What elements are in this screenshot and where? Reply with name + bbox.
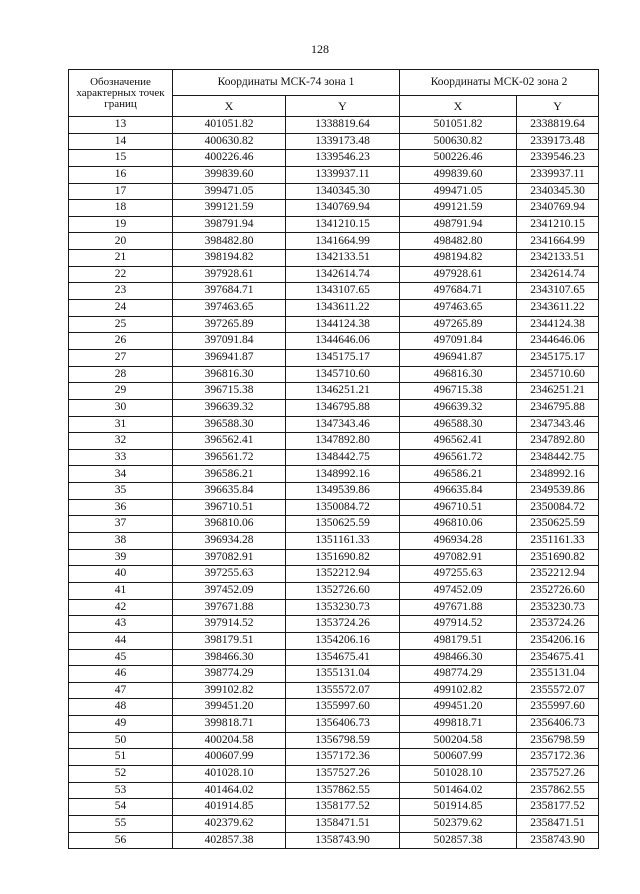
table-row xyxy=(69,266,599,283)
point-cell: 52 xyxy=(69,765,173,782)
zone2-y-cell: 2342133.51 xyxy=(517,250,599,267)
table-row xyxy=(69,516,599,533)
zone2-y-cell: 2358177.52 xyxy=(517,799,599,816)
zone1-y-cell: 1349539.86 xyxy=(286,483,400,500)
zone2-x-cell: 501914.85 xyxy=(400,799,517,816)
zone2-x-cell: 500607.99 xyxy=(400,749,517,766)
point-cell: 32 xyxy=(69,433,173,450)
table-row xyxy=(69,433,599,450)
zone2-x-cell: 501028.10 xyxy=(400,765,517,782)
zone2-y-cell: 2347343.46 xyxy=(517,416,599,433)
zone2-y-header: Y xyxy=(517,95,599,116)
zone2-y-cell: 2344124.38 xyxy=(517,316,599,333)
zone2-y-cell: 2355572.07 xyxy=(517,682,599,699)
zone2-y-cell: 2340769.94 xyxy=(517,200,599,217)
zone1-x-cell: 397463.65 xyxy=(173,300,286,317)
zone2-x-cell: 497091.84 xyxy=(400,333,517,350)
point-cell: 47 xyxy=(69,682,173,699)
zone1-x-cell: 396639.32 xyxy=(173,399,286,416)
point-cell: 26 xyxy=(69,333,173,350)
point-designation-header: Обозначение характерных точек границ xyxy=(69,70,173,117)
table-row xyxy=(69,283,599,300)
table-header xyxy=(69,70,599,117)
table-row xyxy=(69,699,599,716)
table-row xyxy=(69,832,599,849)
zone2-x-cell: 499102.82 xyxy=(400,682,517,699)
zone1-x-cell: 400226.46 xyxy=(173,150,286,167)
table-row xyxy=(69,233,599,250)
point-cell: 55 xyxy=(69,815,173,832)
point-cell: 49 xyxy=(69,716,173,733)
zone1-x-cell: 396810.06 xyxy=(173,516,286,533)
point-cell: 23 xyxy=(69,283,173,300)
zone1-y-header: Y xyxy=(286,95,400,116)
table-row xyxy=(69,499,599,516)
zone1-y-cell: 1341664.99 xyxy=(286,233,400,250)
zone2-x-cell: 497928.61 xyxy=(400,266,517,283)
zone1-x-cell: 402857.38 xyxy=(173,832,286,849)
point-cell: 31 xyxy=(69,416,173,433)
zone2-x-cell: 497671.88 xyxy=(400,599,517,616)
table-row xyxy=(69,616,599,633)
point-cell: 53 xyxy=(69,782,173,799)
zone2-x-cell: 499471.05 xyxy=(400,183,517,200)
table-row xyxy=(69,666,599,683)
zone1-x-cell: 399839.60 xyxy=(173,166,286,183)
table-row xyxy=(69,216,599,233)
zone2-y-cell: 2344646.06 xyxy=(517,333,599,350)
zone1-x-cell: 401914.85 xyxy=(173,799,286,816)
point-cell: 16 xyxy=(69,166,173,183)
zone1-x-cell: 396586.21 xyxy=(173,466,286,483)
zone1-x-cell: 399471.05 xyxy=(173,183,286,200)
zone2-x-cell: 496639.32 xyxy=(400,399,517,416)
point-cell: 25 xyxy=(69,316,173,333)
zone2-y-cell: 2341664.99 xyxy=(517,233,599,250)
zone1-y-cell: 1357172.36 xyxy=(286,749,400,766)
zone2-x-cell: 501051.82 xyxy=(400,117,517,134)
point-cell: 33 xyxy=(69,449,173,466)
zone1-x-cell: 397091.84 xyxy=(173,333,286,350)
zone2-y-cell: 2356406.73 xyxy=(517,716,599,733)
zone1-x-cell: 398194.82 xyxy=(173,250,286,267)
table-row xyxy=(69,183,599,200)
zone1-x-cell: 396934.28 xyxy=(173,533,286,550)
zone2-y-cell: 2345175.17 xyxy=(517,349,599,366)
zone2-x-cell: 498466.30 xyxy=(400,649,517,666)
zone1-y-cell: 1353230.73 xyxy=(286,599,400,616)
zone2-y-cell: 2338819.64 xyxy=(517,117,599,134)
table-row xyxy=(69,682,599,699)
zone2-y-cell: 2357172.36 xyxy=(517,749,599,766)
zone1-y-cell: 1350625.59 xyxy=(286,516,400,533)
table-row xyxy=(69,316,599,333)
zone2-y-cell: 2340345.30 xyxy=(517,183,599,200)
zone2-y-cell: 2339937.11 xyxy=(517,166,599,183)
zone1-x-cell: 397928.61 xyxy=(173,266,286,283)
zone1-y-cell: 1341210.15 xyxy=(286,216,400,233)
zone2-y-cell: 2350625.59 xyxy=(517,516,599,533)
point-cell: 28 xyxy=(69,366,173,383)
zone1-x-cell: 396588.30 xyxy=(173,416,286,433)
zone1-x-cell: 396710.51 xyxy=(173,499,286,516)
zone2-x-cell: 496635.84 xyxy=(400,483,517,500)
point-cell: 14 xyxy=(69,133,173,150)
zone1-y-cell: 1340345.30 xyxy=(286,183,400,200)
zone1-y-cell: 1338819.64 xyxy=(286,117,400,134)
zone2-y-cell: 2351690.82 xyxy=(517,549,599,566)
zone1-y-cell: 1347343.46 xyxy=(286,416,400,433)
zone1-x-cell: 398179.51 xyxy=(173,632,286,649)
zone2-x-cell: 498482.80 xyxy=(400,233,517,250)
zone1-y-cell: 1353724.26 xyxy=(286,616,400,633)
zone1-y-cell: 1345710.60 xyxy=(286,366,400,383)
zone2-y-cell: 2345710.60 xyxy=(517,366,599,383)
zone1-x-cell: 397082.91 xyxy=(173,549,286,566)
zone2-x-cell: 496816.30 xyxy=(400,366,517,383)
point-cell: 27 xyxy=(69,349,173,366)
point-cell: 54 xyxy=(69,799,173,816)
point-cell: 56 xyxy=(69,832,173,849)
zone1-x-cell: 397671.88 xyxy=(173,599,286,616)
zone2-x-cell: 496562.41 xyxy=(400,433,517,450)
table-row xyxy=(69,815,599,832)
zone2-y-cell: 2342614.74 xyxy=(517,266,599,283)
zone2-y-cell: 2353230.73 xyxy=(517,599,599,616)
zone2-y-cell: 2343107.65 xyxy=(517,283,599,300)
zone2-x-cell: 498194.82 xyxy=(400,250,517,267)
zone1-y-cell: 1343107.65 xyxy=(286,283,400,300)
zone2-x-cell: 496586.21 xyxy=(400,466,517,483)
point-cell: 30 xyxy=(69,399,173,416)
point-cell: 45 xyxy=(69,649,173,666)
point-cell: 39 xyxy=(69,549,173,566)
point-cell: 40 xyxy=(69,566,173,583)
zone1-y-cell: 1339546.23 xyxy=(286,150,400,167)
zone2-y-cell: 2350084.72 xyxy=(517,499,599,516)
point-cell: 50 xyxy=(69,732,173,749)
zone1-x-cell: 396562.41 xyxy=(173,433,286,450)
zone2-y-cell: 2346251.21 xyxy=(517,383,599,400)
table-row xyxy=(69,250,599,267)
zone2-x-cell: 502379.62 xyxy=(400,815,517,832)
zone1-y-cell: 1345175.17 xyxy=(286,349,400,366)
zone2-y-cell: 2354675.41 xyxy=(517,649,599,666)
zone2-y-cell: 2358471.51 xyxy=(517,815,599,832)
zone2-y-cell: 2352212.94 xyxy=(517,566,599,583)
point-cell: 37 xyxy=(69,516,173,533)
zone1-y-cell: 1357862.55 xyxy=(286,782,400,799)
table-row xyxy=(69,716,599,733)
zone1-x-cell: 399102.82 xyxy=(173,682,286,699)
zone2-x-cell: 497255.63 xyxy=(400,566,517,583)
zone1-x-cell: 399121.59 xyxy=(173,200,286,217)
point-cell: 29 xyxy=(69,383,173,400)
zone1-y-cell: 1348442.75 xyxy=(286,449,400,466)
point-cell: 18 xyxy=(69,200,173,217)
zone2-y-cell: 2354206.16 xyxy=(517,632,599,649)
zone1-y-cell: 1351690.82 xyxy=(286,549,400,566)
zone1-y-cell: 1344646.06 xyxy=(286,333,400,350)
zone1-x-cell: 398466.30 xyxy=(173,649,286,666)
zone1-y-cell: 1346795.88 xyxy=(286,399,400,416)
zone2-y-cell: 2348442.75 xyxy=(517,449,599,466)
table-row xyxy=(69,349,599,366)
zone2-x-cell: 499451.20 xyxy=(400,699,517,716)
point-cell: 51 xyxy=(69,749,173,766)
zone2-y-cell: 2339173.48 xyxy=(517,133,599,150)
zone1-y-cell: 1355997.60 xyxy=(286,699,400,716)
point-cell: 24 xyxy=(69,300,173,317)
zone1-header: Координаты МСК-74 зона 1 xyxy=(173,70,400,96)
table-row xyxy=(69,483,599,500)
zone2-x-cell: 500630.82 xyxy=(400,133,517,150)
table-row xyxy=(69,133,599,150)
zone1-x-cell: 396715.38 xyxy=(173,383,286,400)
zone2-x-cell: 502857.38 xyxy=(400,832,517,849)
zone1-x-cell: 401464.02 xyxy=(173,782,286,799)
zone2-x-cell: 500226.46 xyxy=(400,150,517,167)
zone2-x-cell: 499839.60 xyxy=(400,166,517,183)
point-cell: 20 xyxy=(69,233,173,250)
point-cell: 46 xyxy=(69,666,173,683)
page-number: 128 xyxy=(311,42,329,56)
zone2-y-cell: 2353724.26 xyxy=(517,616,599,633)
point-cell: 13 xyxy=(69,117,173,134)
zone2-x-cell: 499818.71 xyxy=(400,716,517,733)
zone2-x-cell: 496588.30 xyxy=(400,416,517,433)
point-cell: 36 xyxy=(69,499,173,516)
zone1-x-cell: 399818.71 xyxy=(173,716,286,733)
zone1-x-cell: 396561.72 xyxy=(173,449,286,466)
zone1-x-header: X xyxy=(173,95,286,116)
point-cell: 48 xyxy=(69,699,173,716)
zone2-x-cell: 496941.87 xyxy=(400,349,517,366)
table-row xyxy=(69,566,599,583)
table-body xyxy=(69,117,599,849)
zone1-y-cell: 1358743.90 xyxy=(286,832,400,849)
zone2-y-cell: 2357862.55 xyxy=(517,782,599,799)
zone2-y-cell: 2347892.80 xyxy=(517,433,599,450)
point-cell: 15 xyxy=(69,150,173,167)
zone2-x-cell: 498774.29 xyxy=(400,666,517,683)
zone1-y-cell: 1346251.21 xyxy=(286,383,400,400)
zone1-x-cell: 400204.58 xyxy=(173,732,286,749)
zone1-y-cell: 1344124.38 xyxy=(286,316,400,333)
zone2-x-cell: 496810.06 xyxy=(400,516,517,533)
zone2-x-cell: 497452.09 xyxy=(400,582,517,599)
table-row xyxy=(69,150,599,167)
zone2-y-cell: 2348992.16 xyxy=(517,466,599,483)
table-row xyxy=(69,749,599,766)
zone2-y-cell: 2358743.90 xyxy=(517,832,599,849)
zone1-y-cell: 1357527.26 xyxy=(286,765,400,782)
zone2-y-cell: 2343611.22 xyxy=(517,300,599,317)
point-cell: 42 xyxy=(69,599,173,616)
point-cell: 44 xyxy=(69,632,173,649)
zone1-y-cell: 1340769.94 xyxy=(286,200,400,217)
table-row xyxy=(69,533,599,550)
zone1-y-cell: 1355572.07 xyxy=(286,682,400,699)
zone2-x-cell: 496710.51 xyxy=(400,499,517,516)
zone1-y-cell: 1343611.22 xyxy=(286,300,400,317)
table-row xyxy=(69,799,599,816)
zone1-x-cell: 401051.82 xyxy=(173,117,286,134)
zone1-x-cell: 397255.63 xyxy=(173,566,286,583)
table-row xyxy=(69,200,599,217)
zone2-x-cell: 499121.59 xyxy=(400,200,517,217)
point-cell: 21 xyxy=(69,250,173,267)
zone1-y-cell: 1356798.59 xyxy=(286,732,400,749)
table-row xyxy=(69,732,599,749)
table-row xyxy=(69,549,599,566)
table-row xyxy=(69,300,599,317)
point-cell: 34 xyxy=(69,466,173,483)
zone1-x-cell: 396635.84 xyxy=(173,483,286,500)
zone1-x-cell: 398774.29 xyxy=(173,666,286,683)
zone2-x-cell: 496934.28 xyxy=(400,533,517,550)
zone2-y-cell: 2349539.86 xyxy=(517,483,599,500)
point-cell: 35 xyxy=(69,483,173,500)
table-row xyxy=(69,599,599,616)
zone1-x-cell: 397265.89 xyxy=(173,316,286,333)
table-row xyxy=(69,117,599,134)
zone1-y-cell: 1352726.60 xyxy=(286,582,400,599)
table-row xyxy=(69,582,599,599)
zone1-x-cell: 397452.09 xyxy=(173,582,286,599)
zone1-x-cell: 399451.20 xyxy=(173,699,286,716)
zone2-x-cell: 498791.94 xyxy=(400,216,517,233)
zone1-y-cell: 1348992.16 xyxy=(286,466,400,483)
zone1-x-cell: 397914.52 xyxy=(173,616,286,633)
zone2-y-cell: 2355131.04 xyxy=(517,666,599,683)
point-cell: 19 xyxy=(69,216,173,233)
zone2-x-cell: 500204.58 xyxy=(400,732,517,749)
zone2-x-cell: 497914.52 xyxy=(400,616,517,633)
zone2-x-header: X xyxy=(400,95,517,116)
zone2-x-cell: 497684.71 xyxy=(400,283,517,300)
coordinates-table xyxy=(68,69,599,849)
point-cell: 41 xyxy=(69,582,173,599)
zone1-y-cell: 1347892.80 xyxy=(286,433,400,450)
zone2-x-cell: 498179.51 xyxy=(400,632,517,649)
table-row xyxy=(69,416,599,433)
zone1-x-cell: 396816.30 xyxy=(173,366,286,383)
zone1-y-cell: 1354206.16 xyxy=(286,632,400,649)
zone2-y-cell: 2351161.33 xyxy=(517,533,599,550)
zone1-y-cell: 1350084.72 xyxy=(286,499,400,516)
zone1-y-cell: 1339937.11 xyxy=(286,166,400,183)
zone1-y-cell: 1342133.51 xyxy=(286,250,400,267)
zone1-y-cell: 1342614.74 xyxy=(286,266,400,283)
zone2-x-cell: 496561.72 xyxy=(400,449,517,466)
zone2-y-cell: 2341210.15 xyxy=(517,216,599,233)
zone1-x-cell: 401028.10 xyxy=(173,765,286,782)
zone1-x-cell: 398791.94 xyxy=(173,216,286,233)
zone2-y-cell: 2355997.60 xyxy=(517,699,599,716)
zone2-header: Координаты МСК-02 зона 2 xyxy=(400,70,599,96)
zone1-x-cell: 400607.99 xyxy=(173,749,286,766)
zone1-x-cell: 397684.71 xyxy=(173,283,286,300)
zone2-x-cell: 497082.91 xyxy=(400,549,517,566)
zone2-y-cell: 2346795.88 xyxy=(517,399,599,416)
zone2-x-cell: 497265.89 xyxy=(400,316,517,333)
table-row xyxy=(69,366,599,383)
zone2-y-cell: 2339546.23 xyxy=(517,150,599,167)
zone2-x-cell: 497463.65 xyxy=(400,300,517,317)
zone2-y-cell: 2356798.59 xyxy=(517,732,599,749)
point-cell: 17 xyxy=(69,183,173,200)
point-cell: 38 xyxy=(69,533,173,550)
zone1-y-cell: 1358177.52 xyxy=(286,799,400,816)
zone1-y-cell: 1352212.94 xyxy=(286,566,400,583)
zone2-x-cell: 496715.38 xyxy=(400,383,517,400)
zone1-y-cell: 1358471.51 xyxy=(286,815,400,832)
point-cell: 22 xyxy=(69,266,173,283)
table-row xyxy=(69,466,599,483)
zone1-y-cell: 1354675.41 xyxy=(286,649,400,666)
table-row xyxy=(69,166,599,183)
zone1-x-cell: 396941.87 xyxy=(173,349,286,366)
zone1-x-cell: 400630.82 xyxy=(173,133,286,150)
table-row xyxy=(69,333,599,350)
table-row xyxy=(69,383,599,400)
zone1-y-cell: 1356406.73 xyxy=(286,716,400,733)
zone1-y-cell: 1351161.33 xyxy=(286,533,400,550)
zone2-y-cell: 2352726.60 xyxy=(517,582,599,599)
table-row xyxy=(69,782,599,799)
zone1-x-cell: 402379.62 xyxy=(173,815,286,832)
table-row xyxy=(69,399,599,416)
zone1-y-cell: 1339173.48 xyxy=(286,133,400,150)
zone2-y-cell: 2357527.26 xyxy=(517,765,599,782)
point-cell: 43 xyxy=(69,616,173,633)
zone2-x-cell: 501464.02 xyxy=(400,782,517,799)
table-row xyxy=(69,449,599,466)
zone1-x-cell: 398482.80 xyxy=(173,233,286,250)
table-row xyxy=(69,649,599,666)
zone1-y-cell: 1355131.04 xyxy=(286,666,400,683)
table-row xyxy=(69,765,599,782)
table-row xyxy=(69,632,599,649)
